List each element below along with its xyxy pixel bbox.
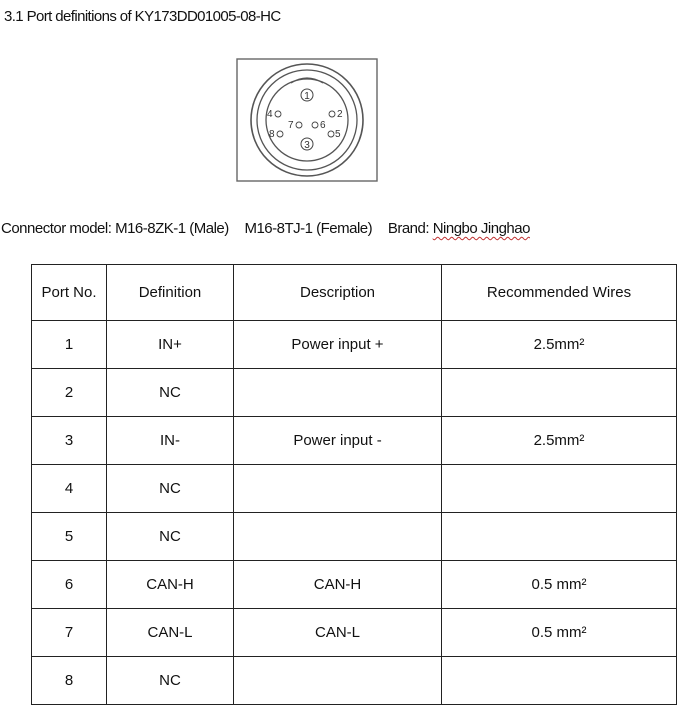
definition-cell: NC <box>107 465 234 513</box>
table-row <box>32 321 677 369</box>
table-row <box>32 609 677 657</box>
wires-cell <box>442 369 677 417</box>
port-number-cell: 6 <box>32 561 107 609</box>
table-row <box>32 561 677 609</box>
port-number-cell: 1 <box>32 321 107 369</box>
wires-cell <box>442 513 677 561</box>
definition-cell: NC <box>107 369 234 417</box>
pin-label-7: 7 <box>288 120 294 131</box>
description-cell <box>234 465 442 513</box>
connector-pinout-diagram <box>236 58 378 182</box>
connector-frame <box>237 59 377 181</box>
description-cell <box>234 369 442 417</box>
description-cell <box>234 657 442 705</box>
definition-cell: CAN-H <box>107 561 234 609</box>
port-number-cell: 3 <box>32 417 107 465</box>
table-row <box>32 513 677 561</box>
port-definitions-table <box>31 264 677 705</box>
header-recommended-wires: Recommended Wires <box>442 265 677 321</box>
wires-cell <box>442 657 677 705</box>
male-connector-model: M16-8ZK-1 (Male) <box>115 220 229 237</box>
table-row <box>32 465 677 513</box>
pin-label-4: 4 <box>267 109 273 120</box>
table-header-row <box>32 265 677 321</box>
brand-label: Brand: <box>387 220 430 237</box>
definition-cell: IN- <box>107 417 234 465</box>
pin-label-6: 6 <box>320 120 326 131</box>
definition-cell: IN+ <box>107 321 234 369</box>
port-number-cell: 4 <box>32 465 107 513</box>
definition-cell: CAN-L <box>107 609 234 657</box>
header-description: Description <box>234 265 442 321</box>
brand-name: Ningbo Jinghao <box>432 220 530 237</box>
port-number-cell: 8 <box>32 657 107 705</box>
header-definition: Definition <box>107 265 234 321</box>
port-number-cell: 5 <box>32 513 107 561</box>
wires-cell: 0.5 mm² <box>442 561 677 609</box>
female-connector-model: M16-8TJ-1 (Female) <box>244 220 373 237</box>
description-cell: Power input + <box>234 321 442 369</box>
wires-cell: 2.5mm² <box>442 321 677 369</box>
port-number-cell: 2 <box>32 369 107 417</box>
port-number-cell: 7 <box>32 609 107 657</box>
description-cell: CAN-H <box>234 561 442 609</box>
model-label: Connector model: <box>1 220 112 237</box>
pin-label-2: 2 <box>337 109 343 120</box>
section-heading: 3.1 Port definitions of KY173DD01005-08-HC <box>4 8 281 25</box>
table-row <box>32 369 677 417</box>
table-row <box>32 657 677 705</box>
wires-cell: 2.5mm² <box>442 417 677 465</box>
definition-cell: NC <box>107 513 234 561</box>
description-cell <box>234 513 442 561</box>
wires-cell: 0.5 mm² <box>442 609 677 657</box>
pin-label-8: 8 <box>269 129 275 140</box>
description-cell: CAN-L <box>234 609 442 657</box>
definition-cell: NC <box>107 657 234 705</box>
pin-label-5: 5 <box>335 129 341 140</box>
pin-label-1: 1 <box>304 91 310 102</box>
wires-cell <box>442 465 677 513</box>
connector-model-line <box>1 220 530 237</box>
pin-label-3: 3 <box>304 140 310 151</box>
header-port-no: Port No. <box>32 265 107 321</box>
table-row <box>32 417 677 465</box>
description-cell: Power input - <box>234 417 442 465</box>
